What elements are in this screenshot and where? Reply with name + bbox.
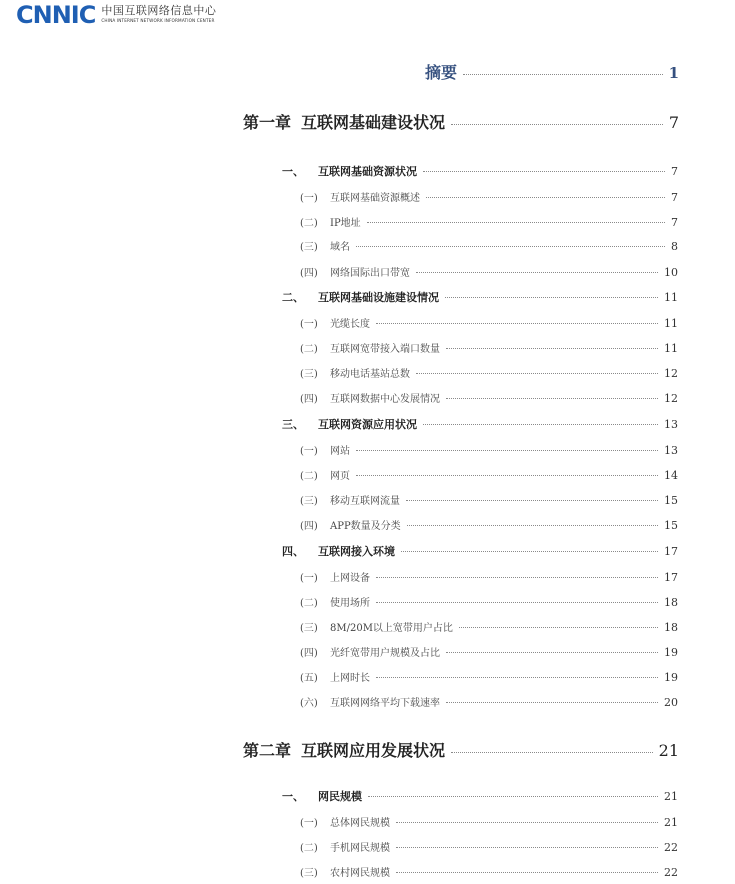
section-title: 互联网基础设施建设情况: [318, 291, 439, 304]
section-title: 互联网基础资源状况: [318, 165, 417, 178]
leader-dots: [423, 171, 665, 172]
sub-mark: (四): [300, 521, 318, 532]
toc-sub[interactable]: [300, 365, 678, 380]
sub-title: 域名: [330, 242, 350, 253]
toc-sub[interactable]: [300, 814, 678, 829]
sub-title: 光缆长度: [330, 319, 370, 330]
sub-page: 18: [664, 621, 678, 634]
toc-section[interactable]: [282, 289, 678, 305]
chapter-title: [243, 110, 445, 133]
section-page: 17: [664, 545, 678, 558]
sub-page: 8: [671, 240, 678, 253]
sub-page: 18: [664, 596, 678, 609]
sub-page: 7: [671, 216, 678, 229]
sub-title: 上网时长: [330, 673, 370, 684]
chapter-name: 互联网基础建设状况: [301, 113, 446, 132]
header: [16, 3, 216, 27]
sub-mark: (四): [300, 268, 318, 279]
toc-sub[interactable]: [300, 214, 678, 229]
sub-mark: (三): [300, 868, 318, 879]
section-mark: 二、: [282, 291, 304, 304]
sub-mark: (三): [300, 369, 318, 380]
section-title: 互联网接入环境: [318, 545, 395, 558]
leader-dots: [356, 475, 658, 476]
sub-mark: (二): [300, 218, 318, 229]
toc-sub[interactable]: [300, 238, 678, 253]
section-page: 7: [671, 165, 678, 178]
sub-mark: (三): [300, 242, 318, 253]
sub-mark: (三): [300, 496, 318, 507]
leader-dots: [356, 450, 658, 451]
sub-title: 手机网民规模: [330, 843, 390, 854]
section-mark: 一、: [282, 790, 304, 803]
sub-title: 上网设备: [330, 573, 370, 584]
sub-title: 使用场所: [330, 598, 370, 609]
section-page: 11: [664, 291, 678, 304]
sub-title: 总体网民规模: [330, 818, 390, 829]
sub-page: 22: [664, 841, 678, 854]
leader-dots: [368, 796, 658, 797]
sub-title: 8M/20M以上宽带用户占比: [330, 623, 453, 634]
sub-title: 互联网宽带接入端口数量: [330, 344, 440, 355]
sub-page: 15: [664, 519, 678, 532]
sub-page: 11: [664, 342, 678, 355]
sub-mark: (二): [300, 471, 318, 482]
section-page: 13: [664, 418, 678, 431]
sub-page: 13: [664, 444, 678, 457]
toc-sub[interactable]: [300, 492, 678, 507]
section-mark: 三、: [282, 418, 304, 431]
section-mark: 一、: [282, 165, 304, 178]
leader-dots: [396, 822, 658, 823]
sub-title: 移动互联网流量: [330, 496, 400, 507]
toc-summary[interactable]: [425, 60, 679, 83]
leader-dots: [446, 398, 658, 399]
toc-summary-page: 1: [668, 64, 679, 82]
org-name-cn: 中国互联网络信息中心: [101, 4, 217, 17]
cnnic-logo: CNNIC: [16, 1, 96, 29]
leader-dots: [451, 124, 663, 125]
section-title: 网民规模: [318, 790, 362, 803]
leader-dots: [376, 577, 658, 578]
toc-chapter-1[interactable]: [243, 110, 679, 133]
sub-mark: (一): [300, 193, 318, 204]
toc-section[interactable]: [282, 163, 678, 179]
leader-dots: [396, 847, 658, 848]
sub-mark: (二): [300, 598, 318, 609]
leader-dots: [446, 652, 658, 653]
sub-mark: (二): [300, 344, 318, 355]
section-page: 21: [664, 790, 678, 803]
toc-sub[interactable]: [300, 619, 678, 634]
leader-dots: [376, 677, 658, 678]
toc-sub[interactable]: [300, 864, 678, 879]
sub-page: 14: [664, 469, 678, 482]
toc-sub[interactable]: [300, 390, 678, 405]
sub-page: 22: [664, 866, 678, 879]
sub-title: 光纤宽带用户规模及占比: [330, 648, 440, 659]
leader-dots: [459, 627, 658, 628]
chapter-title: [243, 738, 445, 761]
toc-sub[interactable]: [300, 340, 678, 355]
sub-page: 20: [664, 696, 678, 709]
sub-page: 7: [671, 191, 678, 204]
leader-dots: [376, 323, 658, 324]
section-mark: 四、: [282, 545, 304, 558]
org-name-en: CHINA INTERNET NETWORK INFORMATION CENTER: [101, 18, 215, 23]
sub-mark: (一): [300, 818, 318, 829]
sub-mark: (六): [300, 698, 318, 709]
leader-dots: [407, 525, 658, 526]
toc-sub[interactable]: [300, 669, 678, 684]
sub-mark: (四): [300, 394, 318, 405]
sub-page: 17: [664, 571, 678, 584]
sub-mark: (二): [300, 843, 318, 854]
sub-title: IP地址: [330, 218, 361, 229]
sub-title: 网络国际出口带宽: [330, 268, 410, 279]
sub-title: 互联网数据中心发展情况: [330, 394, 440, 405]
toc-section[interactable]: [282, 416, 678, 432]
sub-mark: (五): [300, 673, 318, 684]
sub-title: 互联网基础资源概述: [330, 193, 420, 204]
toc-sub[interactable]: [300, 315, 678, 330]
sub-page: 12: [664, 392, 678, 405]
sub-mark: (三): [300, 623, 318, 634]
sub-page: 11: [664, 317, 678, 330]
leader-dots: [401, 551, 658, 552]
leader-dots: [406, 500, 658, 501]
section-title: 互联网资源应用状况: [318, 418, 417, 431]
org-name: [101, 3, 216, 24]
toc-sub[interactable]: [300, 517, 678, 532]
leader-dots: [426, 197, 665, 198]
chapter-page: 7: [668, 113, 679, 132]
leader-dots: [445, 297, 658, 298]
leader-dots: [356, 246, 665, 247]
leader-dots: [463, 74, 663, 75]
sub-page: 15: [664, 494, 678, 507]
toc-sub[interactable]: [300, 594, 678, 609]
sub-page: 12: [664, 367, 678, 380]
leader-dots: [446, 702, 658, 703]
sub-mark: (四): [300, 648, 318, 659]
toc-chapter-2[interactable]: [243, 738, 679, 761]
leader-dots: [376, 602, 658, 603]
sub-page: 10: [664, 266, 678, 279]
sub-title: 互联网网络平均下载速率: [330, 698, 440, 709]
chapter-label: 第一章: [243, 113, 292, 132]
sub-page: 21: [664, 816, 678, 829]
toc-sub[interactable]: [300, 442, 678, 457]
leader-dots: [416, 373, 658, 374]
toc-summary-title: 摘要: [425, 63, 458, 82]
toc-section[interactable]: [282, 788, 678, 804]
chapter-page: 21: [658, 741, 679, 760]
toc-sub[interactable]: [300, 264, 678, 279]
leader-dots: [367, 222, 665, 223]
sub-title: APP数量及分类: [330, 521, 401, 532]
sub-mark: (一): [300, 446, 318, 457]
toc-section[interactable]: [282, 543, 678, 559]
leader-dots: [416, 272, 658, 273]
leader-dots: [423, 424, 658, 425]
sub-page: 19: [664, 646, 678, 659]
chapter-name: 互联网应用发展状况: [301, 741, 446, 760]
leader-dots: [446, 348, 658, 349]
sub-title: 网站: [330, 446, 350, 457]
toc-sub[interactable]: [300, 569, 678, 584]
toc-sub[interactable]: [300, 839, 678, 854]
sub-title: 网页: [330, 471, 350, 482]
toc-sub[interactable]: [300, 467, 678, 482]
sub-mark: (一): [300, 319, 318, 330]
leader-dots: [396, 872, 658, 873]
chapter-label: 第二章: [243, 741, 292, 760]
toc-sub[interactable]: [300, 189, 678, 204]
leader-dots: [451, 752, 653, 753]
toc-sub[interactable]: [300, 694, 678, 709]
sub-mark: (一): [300, 573, 318, 584]
toc-sub[interactable]: [300, 644, 678, 659]
sub-title: 农村网民规模: [330, 868, 390, 879]
sub-page: 19: [664, 671, 678, 684]
sub-title: 移动电话基站总数: [330, 369, 410, 380]
